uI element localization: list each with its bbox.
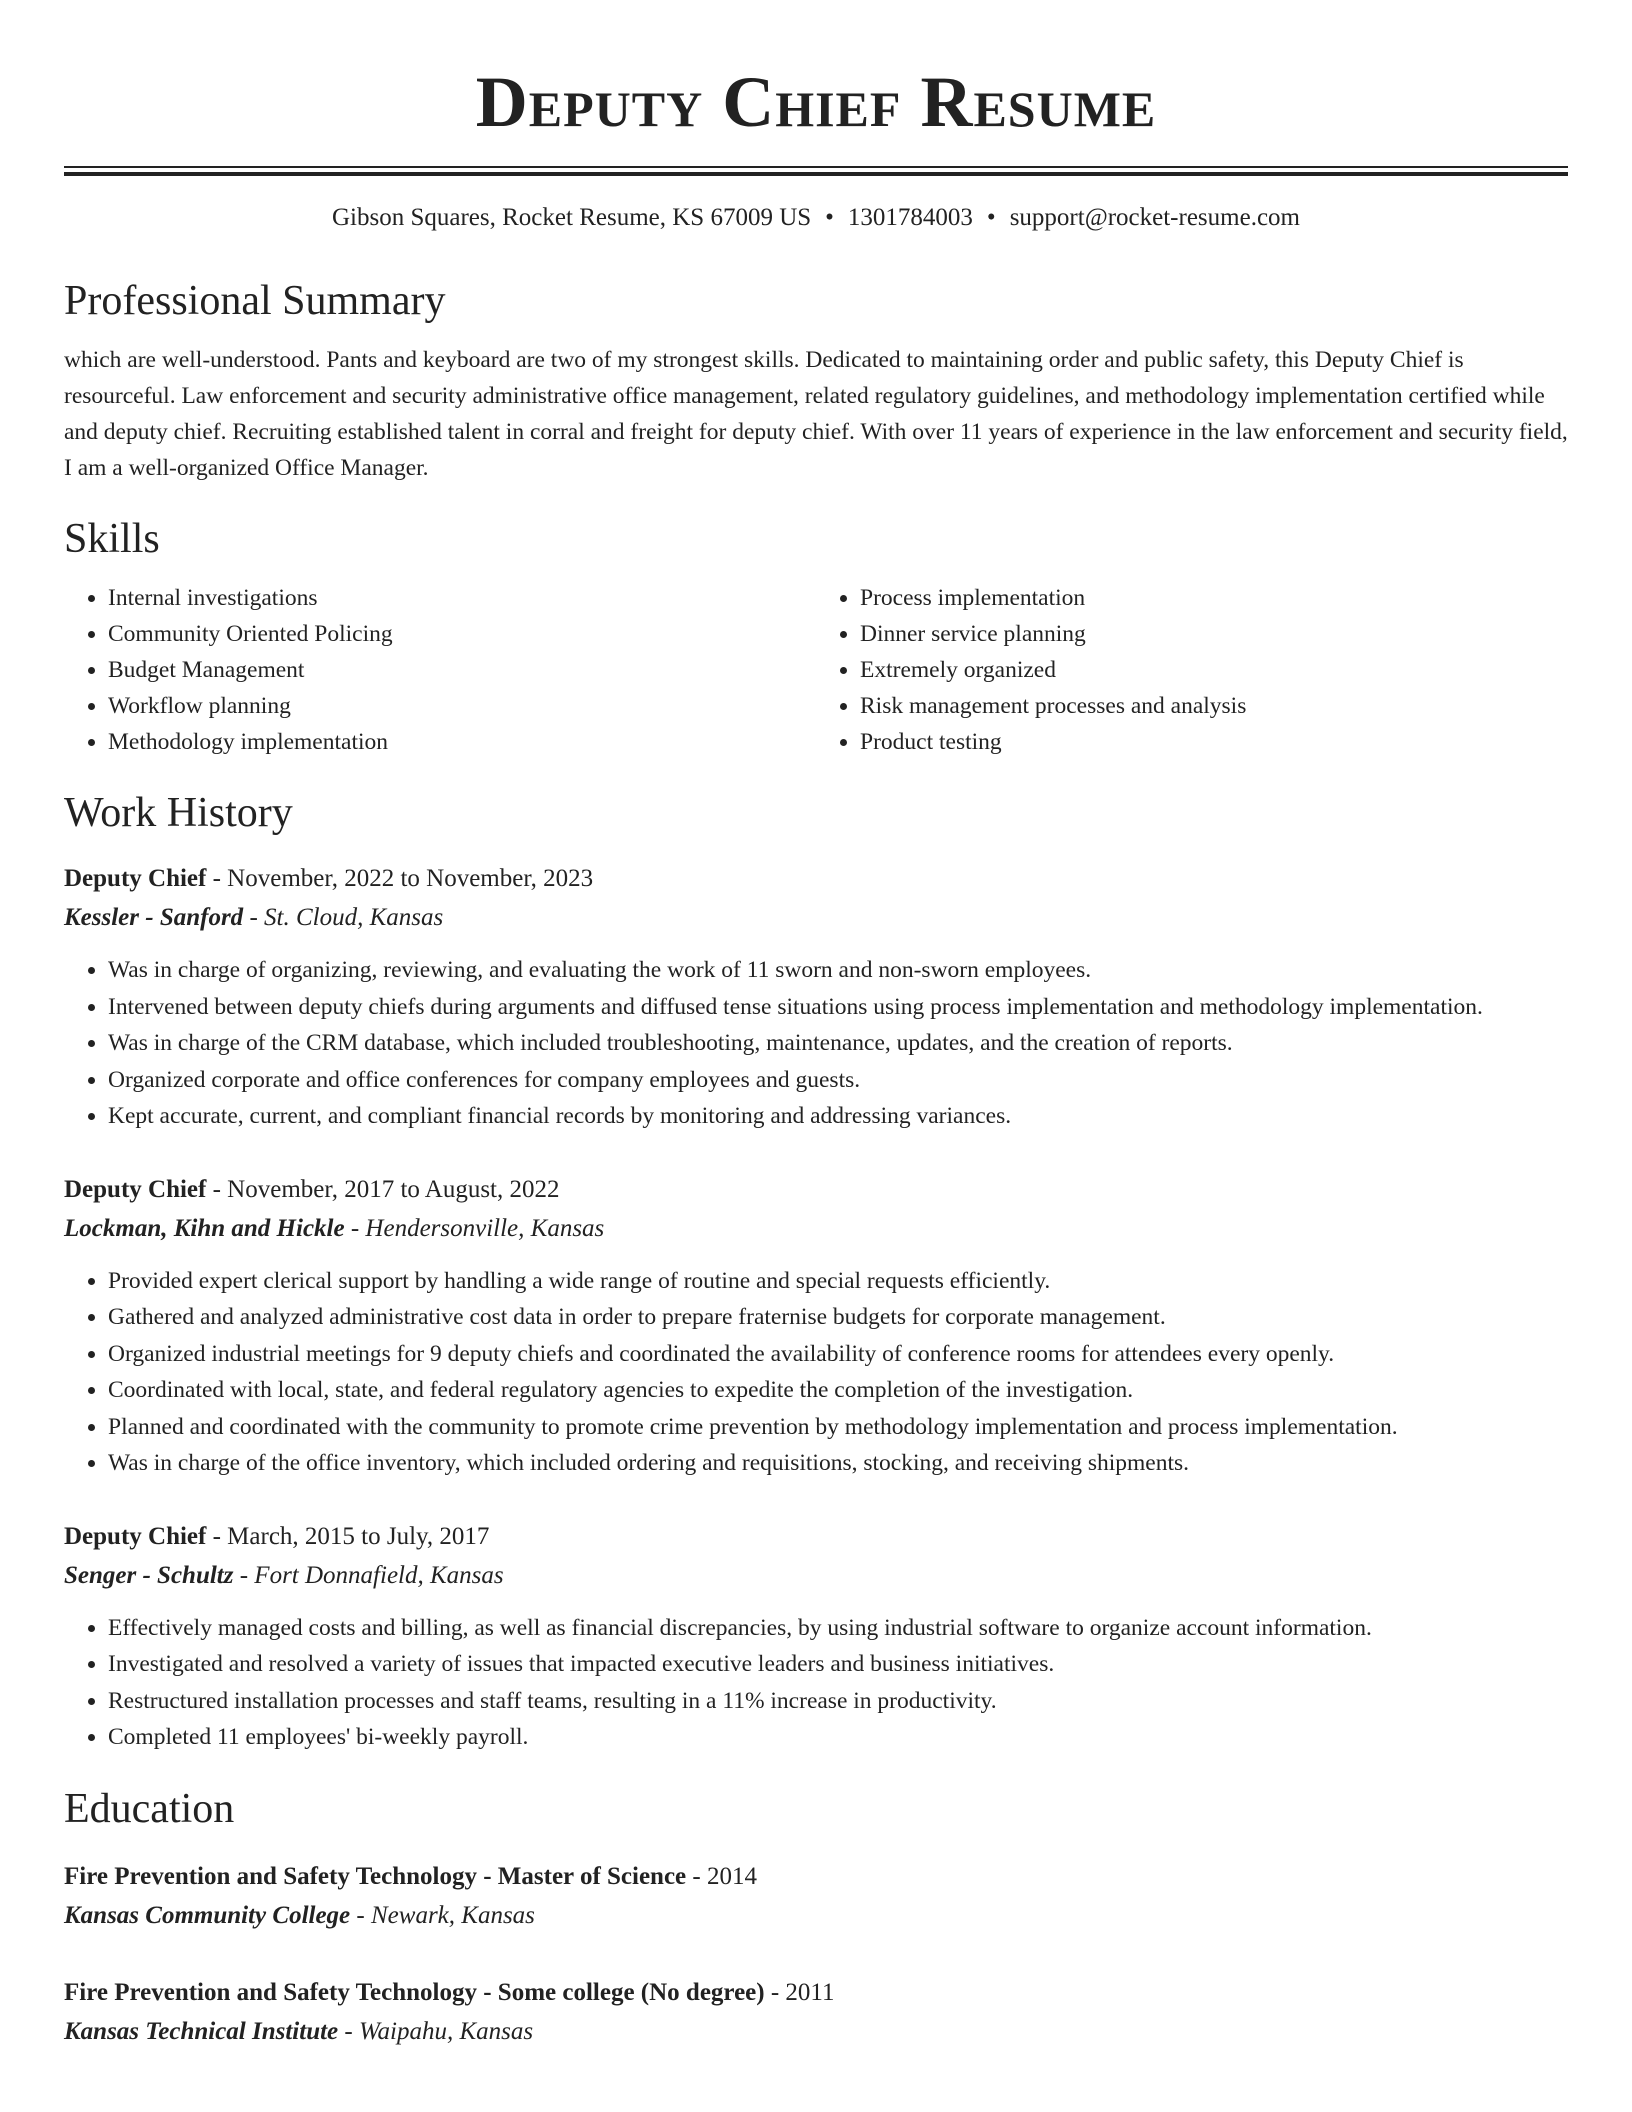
job-bullet: • Was in charge of organizing, reviewing, and evaluating the work of 11 sworn and non-sworn employees.: [108, 952, 1568, 989]
degree-line: [64, 1974, 1568, 2012]
job-title-line: [64, 860, 1568, 898]
school-line: [64, 2012, 1568, 2052]
company-location: - Fort Donnafield, Kansas: [233, 1561, 504, 1589]
job-bullets: [64, 1610, 1568, 1756]
skills-heading: Skills: [64, 516, 160, 562]
company-name: Senger - Schultz: [64, 1561, 234, 1589]
skills-column-right: [816, 580, 1568, 760]
job-bullet: • Completed 11 employees' bi-weekly payroll.: [108, 1719, 1568, 1756]
contact-line: [64, 200, 1568, 236]
skill-item: • Budget Management: [108, 652, 816, 688]
job-entry: [64, 860, 1568, 1135]
degree-line: [64, 1858, 1568, 1896]
job-title-line: [64, 1171, 1568, 1209]
job-bullet: • Organized corporate and office conferences for company employees and guests.: [108, 1062, 1568, 1099]
job-title: Deputy Chief: [64, 1522, 207, 1550]
job-bullet: • Effectively managed costs and billing, as well as financial discrepancies, by using industrial software to organize account information.: [108, 1610, 1568, 1647]
job-entry: [64, 1171, 1568, 1482]
job-bullet: • Investigated and resolved a variety of issues that impacted executive leaders and business initiatives.: [108, 1646, 1568, 1683]
job-bullets: [64, 952, 1568, 1135]
job-bullet: • Provided expert clerical support by handling a wide range of routine and special requests efficiently.: [108, 1263, 1568, 1300]
job-bullets: [64, 1263, 1568, 1482]
title-divider: [64, 166, 1568, 176]
job-title: Deputy Chief: [64, 865, 207, 892]
job-bullet: • Intervened between deputy chiefs during arguments and diffused tense situations using process implementation and methodology implementation.: [108, 989, 1568, 1026]
job-dates: - November, 2022 to November, 2023: [206, 865, 594, 892]
degree-year: - 2011: [764, 1978, 835, 2006]
job-bullet: • Planned and coordinated with the community to promote crime prevention by methodology implementation and process implementation.: [108, 1409, 1568, 1446]
skill-item: • Internal investigations: [108, 580, 816, 616]
school-line: [64, 1896, 1568, 1936]
job-bullet: • Kept accurate, current, and compliant financial records by monitoring and addressing variances.: [108, 1098, 1568, 1135]
school-location: - Newark, Kansas: [350, 1901, 535, 1929]
job-bullet: • Restructured installation processes and staff teams, resulting in a 11% increase in productivity.: [108, 1683, 1568, 1720]
work-history-heading: Work History: [64, 790, 293, 836]
job-bullet: • Was in charge of the office inventory, which included ordering and requisitions, stocking, and receiving shipments.: [108, 1445, 1568, 1482]
skill-item: • Methodology implementation: [108, 724, 816, 760]
contact-email: support@rocket-resume.com: [1009, 204, 1300, 231]
skills-list: [64, 580, 1568, 760]
school-name: Kansas Community College: [64, 1901, 351, 1929]
contact-separator: •: [986, 204, 996, 231]
job-title: Deputy Chief: [64, 1175, 207, 1203]
skill-item: • Product testing: [860, 724, 1568, 760]
summary-text: which are well-understood. Pants and keyboard are two of my strongest skills. Dedicated to maintaining order and public safety, this Deputy Chief is resourceful. Law enforcement and security administrative office management, related regulatory guidelines, and methodology implementation certified while and deputy chief. Recruiting established talent in corral and freight for deputy chief. With over 11 years of experience in the law enforcement and security field, I am a well-organized Office Manager.: [64, 347, 1568, 481]
job-title-line: [64, 1518, 1568, 1556]
company-line: [64, 898, 1568, 938]
job-bullet: • Organized industrial meetings for 9 deputy chiefs and coordinated the availability of conference rooms for attendees every openly.: [108, 1336, 1568, 1373]
company-location: - Hendersonville, Kansas: [344, 1214, 605, 1242]
contact-address: Gibson Squares, Rocket Resume, KS 67009 US: [332, 204, 812, 231]
company-line: [64, 1556, 1568, 1596]
skill-item: • Community Oriented Policing: [108, 616, 816, 652]
skill-item: • Extremely organized: [860, 652, 1568, 688]
job-entry: [64, 1518, 1568, 1756]
skill-item: • Workflow planning: [108, 688, 816, 724]
education-heading: Education: [64, 1785, 235, 1832]
job-dates: - March, 2015 to July, 2017: [206, 1522, 490, 1550]
company-location: - St. Cloud, Kansas: [243, 904, 444, 931]
education-entry: [64, 1858, 1568, 1936]
degree-name: Fire Prevention and Safety Technology - Master of Science: [64, 1862, 687, 1890]
job-bullet: • Gathered and analyzed administrative cost data in order to prepare fraternise budgets for corporate management.: [108, 1299, 1568, 1336]
degree-name: Fire Prevention and Safety Technology - Some college (No degree): [64, 1978, 765, 2006]
company-line: [64, 1209, 1568, 1249]
school-name: Kansas Technical Institute: [64, 2017, 339, 2045]
job-bullet: • Was in charge of the CRM database, which included troubleshooting, maintenance, updates, and the creation of reports.: [108, 1025, 1568, 1062]
job-dates: - November, 2017 to August, 2022: [206, 1175, 560, 1203]
skill-item: • Dinner service planning: [860, 616, 1568, 652]
job-bullet: • Coordinated with local, state, and federal regulatory agencies to expedite the completion of the investigation.: [108, 1372, 1568, 1409]
degree-year: - 2014: [686, 1862, 757, 1890]
page-title: Deputy Chief Resume: [475, 62, 1157, 142]
skill-item: • Process implementation: [860, 580, 1568, 616]
skill-item: • Risk management processes and analysis: [860, 688, 1568, 724]
contact-separator: •: [825, 204, 834, 231]
company-name: Kessler - Sanford: [64, 904, 244, 931]
education-entry: [64, 1974, 1568, 2052]
skills-column-left: [64, 580, 816, 760]
company-name: Lockman, Kihn and Hickle: [64, 1214, 345, 1242]
summary-heading: Professional Summary: [64, 278, 446, 324]
school-location: - Waipahu, Kansas: [338, 2017, 534, 2045]
contact-phone: 1301784003: [847, 204, 973, 231]
